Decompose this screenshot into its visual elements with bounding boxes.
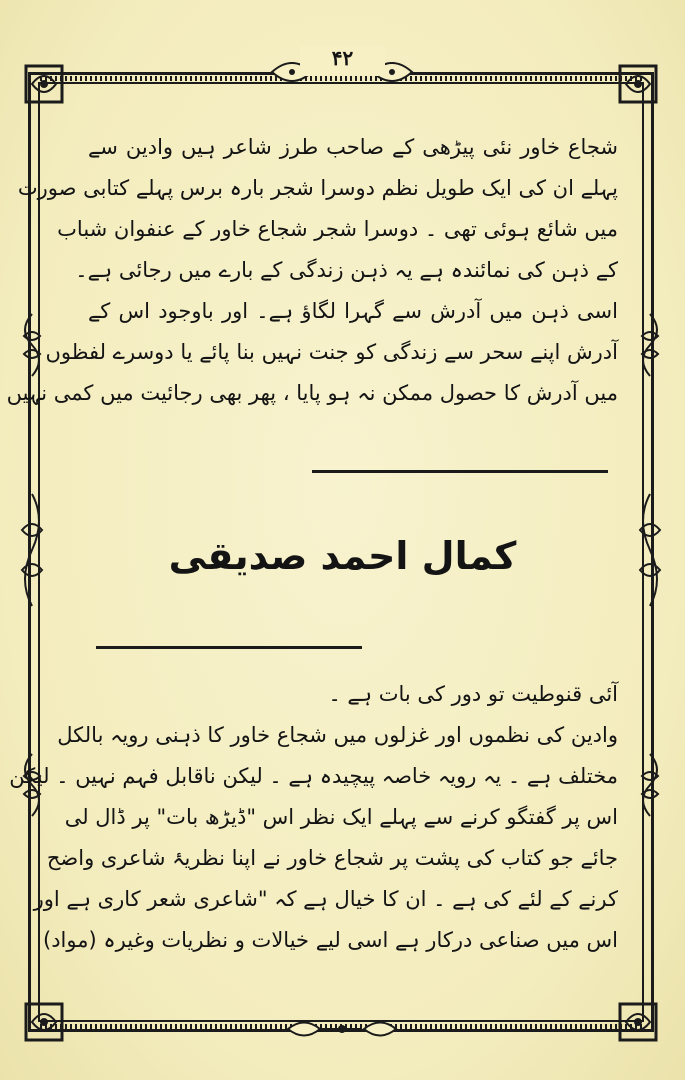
top-paragraph-line: کے ذہن کی نمائندہ ہے یہ ذہن زندگی کے بارے میں رجائی ہے۔ [75, 258, 618, 282]
side-ornament-right-lower [634, 750, 666, 820]
corner-ornament-top-left [22, 62, 66, 106]
top-paragraph-line: اسی ذہن میں آدرش سے گہرا لگاؤ ہے۔ اور باوجود اس کے [88, 299, 618, 323]
bottom-paragraph-first-line: آئی قنوطیت تو دور کی بات ہے ۔ [328, 682, 618, 706]
corner-ornament-top-right [616, 62, 660, 106]
top-paragraph-line: پہلے ان کی ایک طویل نظم دوسرا شجر بارہ برس پہلے کتابی صورت [17, 176, 618, 200]
divider-rule-upper [312, 470, 608, 473]
divider-rule-lower [96, 646, 362, 649]
bottom-paragraph-line: مختلف ہے ۔ یہ رویہ خاصہ پیچیدہ ہے ۔ لیکن ناقابل فہم نہیں ۔ لیکن [9, 764, 618, 788]
bottom-center-scroll-ornament [282, 1014, 402, 1044]
top-paragraph-line: شجاع خاور نئی پیڑھی کے صاحب طرز شاعر ہیں وادین سے [88, 135, 618, 159]
page-number: ۴۲ [300, 46, 385, 76]
bottom-paragraph-line: جائے جو کتاب کی پشت پر شجاع خاور نے اپنا نظریۂ شاعری واضح [46, 846, 618, 870]
side-ornament-left-middle [16, 490, 48, 610]
bottom-paragraph-line: وادین کی نظموں اور غزلوں میں شجاع خاور کا ذہنی رویہ بالکل [57, 723, 618, 747]
bottom-paragraph-line: اس پر گفتگو کرنے سے پہلے ایک نظر اس "ڈیڑھ بات" پر ڈال لی [64, 805, 618, 829]
side-ornament-right-middle [634, 490, 666, 610]
top-paragraph-line: میں آدرش کا حصول ممکن نہ ہو پایا ، پھر بھی رجائیت میں کمی نہیں [6, 381, 618, 405]
top-paragraph [6, 127, 618, 414]
corner-ornament-bottom-left [22, 1000, 66, 1044]
top-paragraph-line: آدرش اپنے سحر سے زندگی کو جنت نہیں بنا پائے یا دوسرے لفظوں [45, 340, 618, 364]
author-name-heading: کمال احمد صدیقی [168, 534, 517, 578]
top-paragraph-line: میں شائع ہوئی تھی ۔ دوسرا شجر شجاع خاور کے عنفوان شباب [57, 217, 618, 241]
bottom-paragraph-line: اس میں صناعی درکار ہے اسی لیے خیالات و نظریات وغیرہ (مواد) [43, 928, 618, 952]
side-ornament-right-upper [634, 310, 666, 380]
bottom-paragraph [9, 674, 618, 961]
side-ornament-left-upper [16, 310, 48, 380]
bottom-paragraph-line: کرنے کے لئے کی ہے ۔ ان کا خیال ہے کہ "شاعری شعر کاری ہے اور [33, 887, 618, 911]
corner-ornament-bottom-right [616, 1000, 660, 1044]
